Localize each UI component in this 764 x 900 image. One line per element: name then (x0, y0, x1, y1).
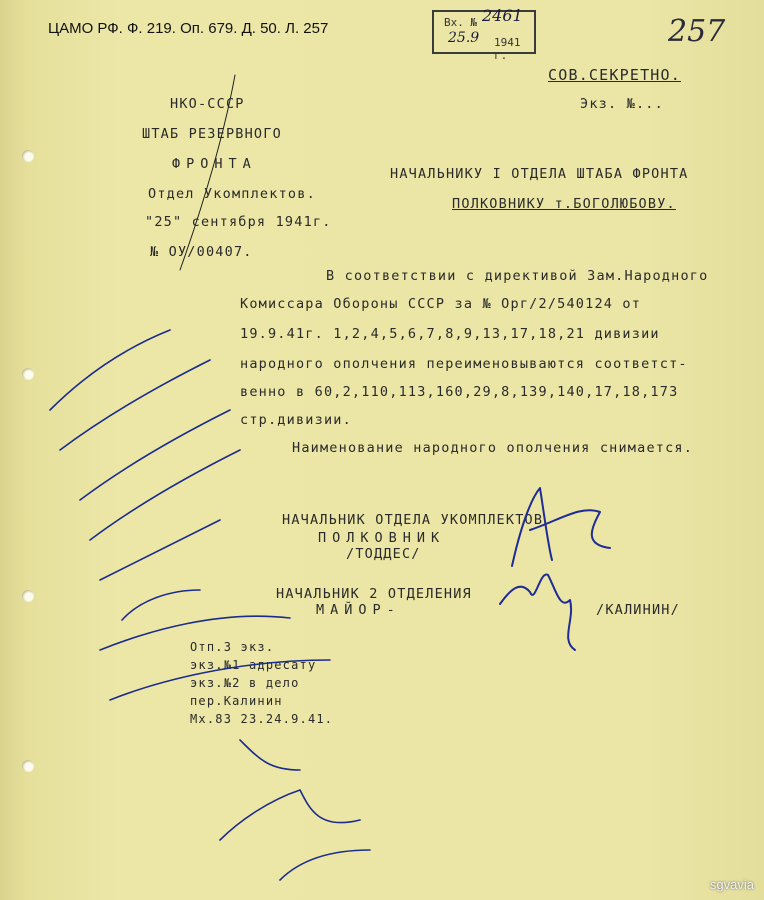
addressee-line-1: НАЧАЛЬНИКУ I ОТДЕЛА ШТАБА ФРОНТА (390, 166, 689, 182)
distribution-line-4: пер.Калинин (190, 694, 283, 708)
stamp-date: 25.9 (448, 30, 480, 46)
kalinin-signature (500, 575, 575, 650)
distribution-line-2: экз.№1 адресату (190, 658, 317, 672)
body-line-2: Комиссара Обороны СССР за № Орг/2/540124 от (240, 296, 642, 312)
signature2-name: /КАЛИНИН/ (596, 602, 680, 618)
page-number: 257 (668, 14, 726, 49)
archive-reference: ЦАМО РФ. Ф. 219. Оп. 679. Д. 50. Л. 257 (48, 20, 329, 37)
signature1-name: /ТОДДЕС/ (346, 546, 421, 562)
body-line-4: народного ополчения переименовываются соответст- (240, 356, 688, 372)
body-line-6: стр.дивизии. (240, 412, 352, 428)
copy-number: Экз. №... (580, 96, 664, 112)
signature2-rank: МАЙОР- (316, 602, 401, 618)
distribution-line-3: экз.№2 в дело (190, 676, 300, 690)
sender-line-4: Отдел Укомплектов. (148, 186, 316, 202)
classification: СОВ.СЕКРЕТНО. (548, 66, 681, 84)
body-line-7: Наименование народного ополчения снимается. (292, 440, 694, 456)
sender-number: № ОУ/00407. (150, 244, 253, 260)
body-line-3: 19.9.41г. 1,2,4,5,6,7,8,9,13,17,18,21 дивизии (240, 326, 660, 342)
signature1-rank: ПОЛКОВНИК (318, 530, 446, 546)
stamp-number: 2461 (482, 6, 523, 25)
toddes-signature (512, 488, 610, 566)
addressee-line-2: ПОЛКОВНИКУ т.БОГОЛЮБОВУ. (452, 196, 676, 212)
sender-line-3: ФРОНТА (172, 156, 257, 172)
stamp-label: Вх. № (444, 16, 478, 29)
signature2-title: НАЧАЛЬНИК 2 ОТДЕЛЕНИЯ (276, 586, 472, 602)
distribution-line-5: Мх.83 23.24.9.41. (190, 712, 334, 726)
sender-date: "25" сентября 1941г. (145, 214, 332, 230)
watermark: sgvavia (709, 877, 754, 892)
stamp-year: 1941 г. (494, 36, 521, 62)
body-line-1: В соответствии с директивой Зам.Народного (326, 268, 709, 284)
sender-line-2: ШТАБ РЕЗЕРВНОГО (142, 126, 282, 142)
distribution-line-1: Отп.3 экз. (190, 640, 275, 654)
sender-line-1: НКО-СССР (170, 96, 245, 112)
signature1-title: НАЧАЛЬНИК ОТДЕЛА УКОМПЛЕКТОВ (282, 512, 544, 528)
body-line-5: венно в 60,2,110,113,160,29,8,139,140,17,18,173 (240, 384, 679, 400)
